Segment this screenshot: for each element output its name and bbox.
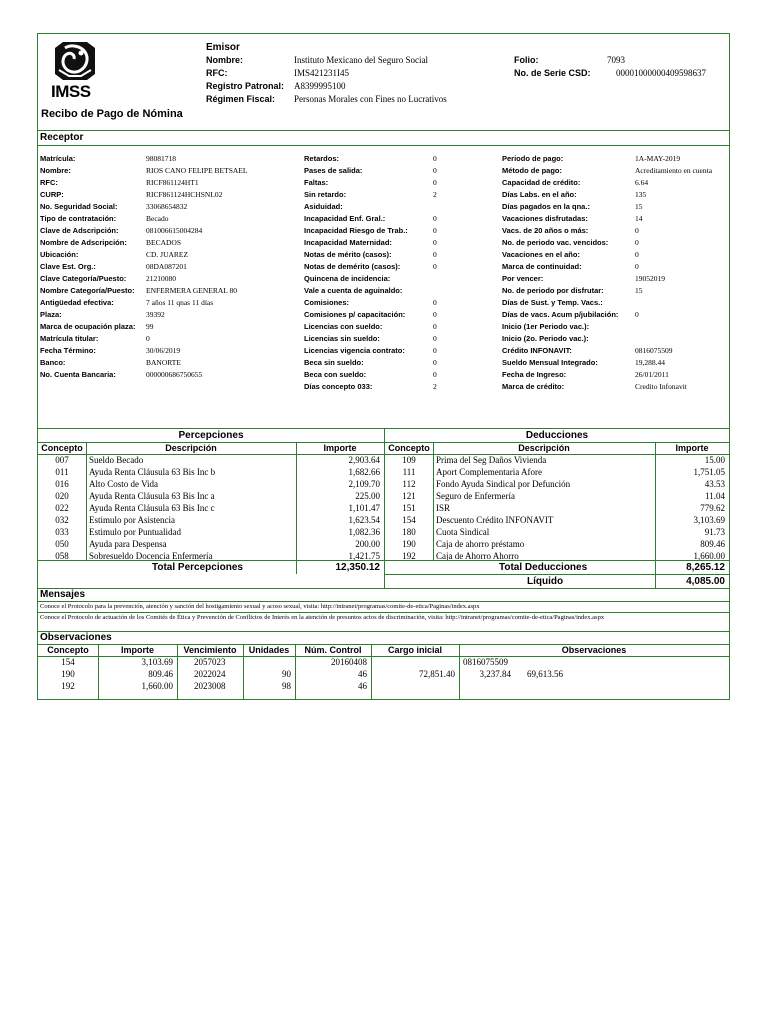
receptor-field-value: 0 [433,214,437,223]
receptor-field-label: Retardos: [304,154,340,163]
ded-concepto: 154 [402,515,416,525]
receptor-field-value: 0 [433,262,437,271]
ded-concepto: 192 [402,551,416,561]
receptor-field-value: 0 [433,250,437,259]
receptor-field-label: No. de periodo vac. vencidos: [502,238,609,247]
ded-descripcion: Caja de Ahorro Ahorro [436,551,519,561]
perc-concepto: 007 [55,455,69,465]
receptor-field-value: 0 [433,370,437,379]
serie-value: 00001000000409598637 [616,68,706,78]
receptor-field-label: Vacaciones disfrutadas: [502,214,588,223]
receptor-field-value: 98081718 [146,154,176,163]
receptor-field-label: No. Seguridad Social: [40,202,118,211]
receptor-field-label: Quincena de incidencia: [304,274,391,283]
receptor-field-label: Nombre Categoría/Puesto: [40,286,135,295]
receptor-field-value: 15 [635,202,643,211]
imss-logo [49,40,101,102]
perc-header-descripcion: Descripción [165,443,217,453]
receptor-field-label: Tipo de contratación: [40,214,117,223]
receptor-field-label: Incapacidad Riesgo de Trab.: [304,226,408,235]
receptor-field-label: Clave de Adscripción: [40,226,119,235]
ded-concepto: 151 [402,503,416,513]
mensaje-1: Conoce el Protocolo para la prevención, atención y sanción del hostigamiento sexual y acoso sexual, visita: http://intranet/programas/comite-de-etica/Paginas/index.aspx [40,603,480,610]
obs-observacion-1: 0816075509 [463,657,508,667]
receptor-field-label: Sin retardo: [304,190,347,199]
ded-importe: 779.62 [700,503,725,513]
ded-header-descripcion: Descripción [518,443,570,453]
obs-vencimiento: 2023008 [194,681,226,691]
perc-concepto: 020 [55,491,69,501]
receptor-field-value: 2 [433,382,437,391]
obs-header-2: Vencimiento [183,645,237,655]
receptor-field-label: Inicio (2o. Periodo vac.): [502,334,589,343]
receptor-field-value: 6.64 [635,178,649,187]
obs-concepto: 190 [61,669,75,679]
ded-descripcion: Cuota Sindical [436,527,490,537]
ded-descripcion: Descuento Crédito INFONAVIT [436,515,554,525]
ded-descripcion: Seguro de Enfermería [436,491,515,501]
emisor-field-value: IMS421231I45 [294,68,350,78]
receptor-field-label: Comisiones p/ capacitación: [304,310,406,319]
perc-descripcion: Alto Costo de Vida [89,479,159,489]
obs-header-4: Núm. Control [304,645,362,655]
perc-importe: 2,109.70 [348,479,380,489]
receptor-field-value: BECADOS [146,238,182,247]
obs-unidades: 98 [282,681,291,691]
ded-header-importe: Importe [675,443,709,453]
receptor-field-value: Acreditamiento en cuenta [635,166,713,175]
perc-importe: 1,101.47 [348,503,380,513]
receptor-field-label: Plaza: [40,310,62,319]
emisor-field-label: Régimen Fiscal: [206,94,276,104]
receptor-field-value: 2 [433,190,437,199]
obs-control: 46 [358,669,367,679]
total-deducciones-value: 8,265.12 [686,562,725,573]
ded-importe: 43.53 [704,479,725,489]
obs-header-3: Unidades [248,645,290,655]
receptor-field-value: RIOS CANO FELIPE BETSAEL [146,166,248,175]
total-percepciones-value: 12,350.12 [335,562,380,573]
receptor-field-value: 0 [146,334,150,343]
receptor-field-label: Matrícula: [40,154,76,163]
receptor-field-label: Vale a cuenta de aguinaldo: [304,286,403,295]
receptor-field-label: Por vencer: [502,274,544,283]
perc-concepto: 022 [55,503,69,513]
percepciones-title: Percepciones [178,430,244,441]
receptor-field-value: 0 [433,238,437,247]
perc-concepto: 050 [55,539,69,549]
obs-importe: 1,660.00 [141,681,173,691]
brand-text: IMSS [51,82,91,101]
receptor-field-label: Licencias sin sueldo: [304,334,380,343]
receptor-field-label: Ubicación: [40,250,79,259]
ded-concepto: 180 [402,527,416,537]
obs-control: 46 [358,681,367,691]
ded-importe: 11.04 [705,491,725,501]
receptor-field-value: 15 [635,286,643,295]
receptor-field-value: 21210080 [146,274,176,283]
receptor-field-value: 0 [635,250,639,259]
observaciones-title: Observaciones [40,632,112,643]
obs-concepto: 154 [61,657,75,667]
ded-importe: 1,751.05 [693,467,725,477]
receptor-field-value: 000000686750655 [146,370,203,379]
ded-descripcion: Aport Complementaria Afore [436,467,542,477]
perc-concepto: 033 [55,527,69,537]
receptor-field-label: Días de Sust. y Temp. Vacs.: [502,298,603,307]
receptor-field-value: 7 años 11 qnas 11 días [146,298,214,307]
receptor-field-value: 08DA087201 [146,262,187,271]
receptor-field-label: CURP: [40,190,64,199]
receptor-field-label: Marca de crédito: [502,382,565,391]
receptor-field-label: Beca con sueldo: [304,370,367,379]
perc-concepto: 011 [55,467,69,477]
perc-header-importe: Importe [323,443,357,453]
receptor-field-value: 0 [433,166,437,175]
receptor-field-label: Beca sin sueldo: [304,358,364,367]
obs-unidades: 90 [282,669,291,679]
ded-concepto: 121 [402,491,416,501]
obs-importe: 809.46 [148,669,173,679]
emisor-title: Emisor [206,42,240,53]
ded-concepto: 190 [402,539,416,549]
perc-concepto: 058 [55,551,69,561]
receptor-field-label: Periodo de pago: [502,154,564,163]
receptor-field-label: Matrícula titular: [40,334,99,343]
receptor-field-label: Antigüedad efectiva: [40,298,114,307]
receptor-field-label: Pases de salida: [304,166,363,175]
receptor-field-value: 0 [433,178,437,187]
receptor-field-value: 0 [433,298,437,307]
liquido-value: 4,085.00 [686,576,725,587]
receptor-field-label: Clave Categoría/Puesto: [40,274,127,283]
emisor-field-label: Registro Patronal: [206,81,285,91]
obs-cargo: 72,851.40 [419,669,455,679]
perc-descripcion: Ayuda para Despensa [89,539,167,549]
perc-importe: 2,903.64 [348,455,380,465]
receptor-field-value: 0 [635,238,639,247]
receptor-field-label: RFC: [40,178,58,187]
receptor-field-label: Vacs. de 20 años o más: [502,226,589,235]
receptor-field-label: Banco: [40,358,66,367]
receptor-field-value: CD. JUAREZ [146,250,189,259]
perc-importe: 1,623.54 [348,515,380,525]
receptor-field-label: Nombre: [40,166,71,175]
receptor-field-value: 0 [433,358,437,367]
perc-importe: 225.00 [355,491,380,501]
obs-vencimiento: 2057023 [194,657,226,667]
receptor-field-label: Licencias con sueldo: [304,322,383,331]
emisor-field-value: A8399995100 [294,81,346,91]
receptor-field-value: 0 [635,262,639,271]
mensajes-title: Mensajes [40,589,86,600]
perc-importe: 1,082.36 [348,527,380,537]
receptor-field-value: Becado [146,214,169,223]
obs-header-0: Concepto [47,645,89,655]
obs-vencimiento: 2022024 [194,669,226,679]
receptor-field-label: Días pagados en la qna.: [502,202,590,211]
perc-concepto: 032 [55,515,69,525]
receptor-field-label: Días concepto 033: [304,382,373,391]
obs-header-1: Importe [120,645,154,655]
receptor-field-value: 0 [433,154,437,163]
receptor-field-label: Faltas: [304,178,329,187]
payroll-receipt [37,33,730,700]
ded-descripcion: ISR [436,503,451,513]
perc-descripcion: Sueldo Becado [89,455,144,465]
receptor-field-label: Sueldo Mensual Integrado: [502,358,598,367]
perc-descripcion: Estimulo por Asistencia [89,515,175,525]
receptor-field-label: Días de vacs. Acum p/jubilación: [502,310,619,319]
perc-descripcion: Ayuda Renta Cláusula 63 Bis Inc b [89,467,216,477]
ded-descripcion: Caja de ahorro préstamo [436,539,525,549]
receptor-field-value: 33068654832 [146,202,188,211]
receptor-field-label: Clave Est. Org.: [40,262,96,271]
receptor-field-label: Notas de demérito (casos): [304,262,401,271]
receptor-field-value: 0 [635,310,639,319]
deducciones-title: Deducciones [525,430,589,441]
receptor-field-label: Marca de ocupación plaza: [40,322,136,331]
liquido-label: Líquido [527,576,564,587]
receptor-field-value: 1A-MAY-2019 [635,154,681,163]
receptor-field-value: RICF861124HT1 [146,178,199,187]
receptor-title: Receptor [40,132,84,143]
receptor-field-value: 0816075509 [635,346,673,355]
obs-observacion-1: 3,237.84 [479,669,511,679]
ded-importe: 91.73 [704,527,725,537]
perc-importe: 1,421.75 [348,551,380,561]
receptor-field-value: 39392 [146,310,165,319]
ded-concepto: 109 [402,455,416,465]
emisor-field-label: Nombre: [206,55,244,65]
mensaje-2: Conoce el Protocolo de actuación de los Comités de Ética y Prevención de Conflictos de Interés en la atención de presuntos actos de discriminación, visita: http://intranet/programas/comite-de-etica/Paginas/index.aspx [40,614,605,621]
receptor-field-value: RICF861124HCHSNL02 [146,190,223,199]
receptor-field-label: Comisiones: [304,298,350,307]
perc-header-concepto: Concepto [41,443,83,453]
receptor-field-value: 135 [635,190,647,199]
receptor-field-value: 0 [635,226,639,235]
receptor-field-label: Inicio (1er Periodo vac.): [502,322,590,331]
document-title: Recibo de Pago de Nómina [41,108,183,120]
receptor-field-value: ENFERMERA GENERAL 80 [146,286,237,295]
receptor-field-label: Incapacidad Enf. Gral.: [304,214,386,223]
receptor-field-value: BANORTE [146,358,181,367]
perc-importe: 1,682.66 [348,467,380,477]
receptor-field-value: 0 [433,226,437,235]
receptor-field-label: Asiduidad: [304,202,343,211]
ded-importe: 1,660.00 [693,551,725,561]
receptor-field-label: Notas de mérito (casos): [304,250,392,259]
receptor-field-value: 14 [635,214,643,223]
emisor-field-value: Instituto Mexicano del Seguro Social [294,55,428,65]
receptor-field-value: 0 [433,310,437,319]
ded-importe: 15.00 [704,455,725,465]
receptor-field-label: Crédito INFONAVIT: [502,346,572,355]
receptor-field-value: 30/06/2019 [146,346,181,355]
receptor-field-value: 0 [433,334,437,343]
perc-descripcion: Sobresueldo Docencia Enfermería [89,551,213,561]
perc-importe: 200.00 [355,539,380,549]
perc-concepto: 016 [55,479,69,489]
perc-descripcion: Estimulo por Puntualidad [89,527,181,537]
receptor-field-value: 26/01/2011 [635,370,669,379]
receptor-field-value: 99 [146,322,154,331]
receptor-field-label: Fecha Término: [40,346,96,355]
receptor-field-value: Credito Infonavit [635,382,687,391]
receptor-field-label: Capacidad de crédito: [502,178,581,187]
ded-descripcion: Fondo Ayuda Sindical por Defunción [436,479,571,489]
ded-concepto: 111 [402,467,416,477]
obs-control: 20160408 [331,657,367,667]
ded-importe: 809.46 [700,539,725,549]
perc-descripcion: Ayuda Renta Cláusula 63 Bis Inc a [89,491,215,501]
obs-importe: 3,103.69 [141,657,173,667]
perc-descripcion: Ayuda Renta Cláusula 63 Bis Inc c [89,503,215,513]
receptor-field-label: Fecha de Ingreso: [502,370,567,379]
receptor-field-label: No. de periodo por disfrutar: [502,286,604,295]
obs-observacion-2: 69,613.56 [527,669,563,679]
receptor-field-label: No. Cuenta Bancaria: [40,370,116,379]
receptor-field-label: Marca de continuidad: [502,262,582,271]
receptor-field-label: Licencias vigencia contrato: [304,346,405,355]
receptor-field-label: Vacaciones en el año: [502,250,580,259]
receptor-field-value: 19052019 [635,274,665,283]
receptor-field-label: Método de pago: [502,166,562,175]
emisor-field-label: RFC: [206,68,228,78]
receptor-field-value: 081006615004284 [146,226,203,235]
emisor-field-value: Personas Morales con Fines no Lucrativos [294,94,447,104]
receptor-field-label: Incapacidad Maternidad: [304,238,392,247]
obs-header-6: Observaciones [561,645,627,655]
receptor-field-value: 0 [433,346,437,355]
serie-label: No. de Serie CSD: [514,68,591,78]
folio-value: 7093 [607,55,625,65]
ded-descripcion: Prima del Seg Daños Vivienda [436,455,547,465]
ded-importe: 3,103.69 [693,515,725,525]
ded-concepto: 112 [402,479,416,489]
total-percepciones-label: Total Percepciones [152,562,243,573]
obs-header-5: Cargo inicial [387,645,442,655]
receptor-field-value: 0 [433,322,437,331]
receptor-field-label: Nombre de Adscripción: [40,238,127,247]
receptor-field-value: 19,288.44 [635,358,665,367]
obs-concepto: 192 [61,681,75,691]
folio-label: Folio: [514,55,539,65]
total-deducciones-label: Total Deducciones [499,562,588,573]
ded-header-concepto: Concepto [388,443,430,453]
receptor-field-label: Días Labs. en el año: [502,190,577,199]
